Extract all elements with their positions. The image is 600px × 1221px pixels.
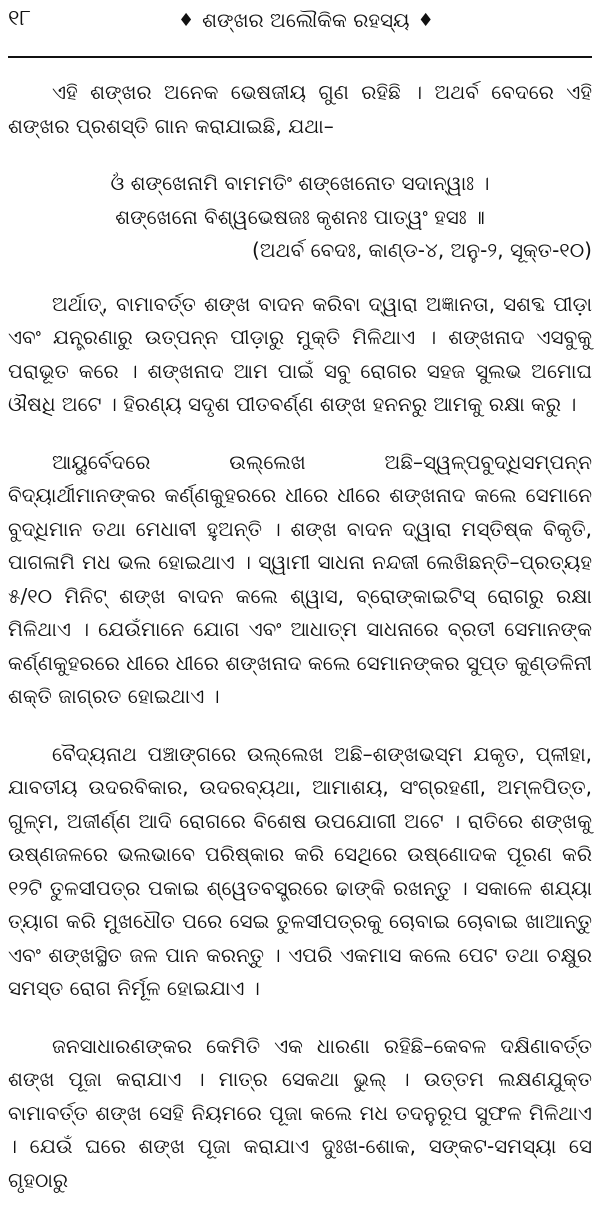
page-number: ୧୮ — [8, 6, 31, 31]
body-paragraph: ଅର୍ଥାତ୍, ବାମାବର୍ତ୍ତ ଶଙ୍ଖ ବାଦନ କରିବା ଦ୍ୱାରା ଅଜ୍ଞାନତା, ସଶବ୍ଦ ପୀଡ଼ା ଏବଂ ଯନ୍ତ୍ରଣାରୁ ଉତ୍ପନ୍ନ ପୀଡ଼ାରୁ ମୁକ୍ତି ମିଳିଥାଏ । ଶଙ୍ଖନାଦ ଏସବୁକୁ ପରାଭୂତ କରେ । ଶଙ୍ଖନାଦ ଆମ ପାଇଁ ସବୁ ରୋଗର ସହଜ ସୁଲଭ ଅମୋଘ ଔଷଧି ଅଟେ । ହିରଣ୍ୟ ସଦୃଶ ପୀତବର୍ଣ୍ଣ ଶଙ୍ଖ ହନନରୁ ଆମକୁ ରକ୍ଷା କରୁ । — [8, 291, 592, 416]
page-header — [8, 0, 592, 52]
running-title-block — [178, 6, 434, 35]
intro-paragraph: ଏହି ଶଙ୍ଖର ଅନେକ ଭେଷଜୀୟ ଗୁଣ ରହିଛି । ଅଥର୍ବ ବେଦରେ ଏହି ଶଙ୍ଖର ପ୍ରଶସ୍ତି ଗାନ କରାଯାଇଛି, ଯଥା– — [8, 80, 592, 138]
verse-reference: (ଅଥର୍ବ ବେଦଃ, କାଣ୍ଡ-୪, ଅନୁ-୨, ସୂକ୍ତ-୧୦) — [252, 238, 592, 262]
diamond-icon: ♦ — [178, 10, 195, 31]
verse-line: ଶଙ୍ଖେନୋ ବିଶ୍ୱଭେଷଜଃ କୃଶନଃ ପାତ୍ୱଂ ହସଃ ॥ — [115, 204, 485, 229]
page-body — [8, 76, 592, 1221]
body-paragraph: ଆୟୁର୍ବେଦରେ ଉଲ୍ଲେଖ ଅଛି–ସ୍ୱଳ୍ପବୁଦ୍ଧିସମ୍ପନ୍ନ ବିଦ୍ୟାର୍ଥୀମାନଙ୍କର କର୍ଣ୍ଣକୁହରରେ ଧୀରେ ଧୀରେ ଶଙ୍ଖନାଦ କଲେ ସେମାନେ ବୁଦ୍ଧିମାନ ତଥା ମେଧାବୀ ହୁଅନ୍ତି । ଶଙ୍ଖ ବାଦନ ଦ୍ୱାରା ମସ୍ତିଷ୍କ ବିକୃତି, ପାଗଳାମି ମଧ ଭଲ ହୋଇଥାଏ । ସ୍ୱାମୀ ସାଧନା ନନ୍ଦଜୀ ଲେଖିଛନ୍ତି–ପ୍ରତ୍ୟହ ୫/୧୦ ମିନିଟ୍ ଶଙ୍ଖ ବାଦନ କଲେ ଶ୍ୱାସ, ବ୍ରୋଙ୍କାଇଟିସ୍ ରୋଗରୁ ରକ୍ଷା ମିଳିଥାଏ । ଯେଉଁମାନେ ଯୋଗ ଏବଂ ଆଧାତ୍ମ ସାଧନାରେ ବ୍ରତୀ ସେମାନଙ୍କ କର୍ଣ୍ଣକୁହରରେ ଧୀରେ ଧୀରେ ଶଙ୍ଖନାଦ କଲେ ସେମାନଙ୍କର ସୁପ୍ତ କୁଣ୍ଡଳିନୀ ଶକ୍ତି ଜାଗ୍ରତ ହୋଇଥାଏ । — [8, 449, 592, 708]
diamond-icon: ♦ — [417, 10, 434, 31]
verse-line: ଓଁ ଶଙ୍ଖେନାମି ବାମମତିଂ ଶଙ୍ଖେନୋତ ସଦାନ୍ୱାଃ । — [110, 171, 490, 195]
header-rule — [8, 56, 592, 58]
running-title: ଶଙ୍ଖର ଅଲୌକିକ ରହସ୍ୟ — [202, 8, 410, 32]
body-paragraph: ଜନସାଧାରଣଙ୍କର କେମିତି ଏକ ଧାରଣା ରହିଛି–କେବଳ ଦକ୍ଷିଣାବର୍ତ୍ତ ଶଙ୍ଖ ପୂଜା କରାଯାଏ । ମାତ୍ର ସେକଥା ଭୁଲ୍ । ଉତ୍ତମ ଲକ୍ଷଣଯୁକ୍ତ ବାମାବର୍ତ୍ତ ଶଙ୍ଖ ସେହି ନିୟମରେ ପୂଜା କଲେ ମଧ ତଦନୁରୂପ ସୁଫଳ ମିଳିଥାଏ । ଯେଉଁ ଘରେ ଶଙ୍ଖ ପୂଜା କରାଯାଏ ଦୁଃଖ-ଶୋକ, ସଙ୍କଟ-ସମସ୍ୟା ସେ ଗୃହଠାରୁ — [8, 1033, 592, 1192]
body-paragraph: ବୈଦ୍ୟନାଥ ପଞ୍ଚାଙ୍ଗରେ ଉଲ୍ଲେଖ ଅଛି–ଶଙ୍ଖଭସ୍ମ ଯକୃତ, ପ୍ଳୀହା, ଯାବତୀୟ ଉଦରବିକାର, ଉଦରବ୍ୟଥା, ଆମାଶୟ, ସଂଗ୍ରହଣୀ, ଅମ୍ଳପିତ୍ତ, ଗୁଳ୍ମ, ଅଜୀର୍ଣ୍ଣ ଆଦି ରୋଗରେ ବିଶେଷ ଉପଯୋଗୀ ଅଟେ । ରାତିରେ ଶଙ୍ଖକୁ ଉଷ୍ଣଜଳରେ ଭଲଭାବେ ପରିଷ୍କାର କରି ସେଥିରେ ଉଷ୍ଣୋଦକ ପୂରଣ କରି ୧୨ଟି ତୁଳସୀପତ୍ର ପକାଇ ଶ୍ୱେତବସ୍ତ୍ରରେ ଢାଙ୍କି ରଖନ୍ତୁ । ସକାଳେ ଶଯ୍ୟା ତ୍ୟାଗ କରି ମୁଖଧୌତ ପରେ ସେଇ ତୁଳସୀପତ୍ରକୁ ଚୋବାଇ ଚୋବାଇ ଖାଆନ୍ତୁ ଏବଂ ଶଙ୍ଖସ୍ଥିତ ଜଳ ପାନ କରନ୍ତୁ । ଏପରି ଏକମାସ କଲେ ପେଟ ତଥା ଚକ୍ଷୁର ସମସ୍ତ ରୋଗ ନିର୍ମୂଳ ହୋଇଯାଏ । — [8, 741, 592, 1000]
